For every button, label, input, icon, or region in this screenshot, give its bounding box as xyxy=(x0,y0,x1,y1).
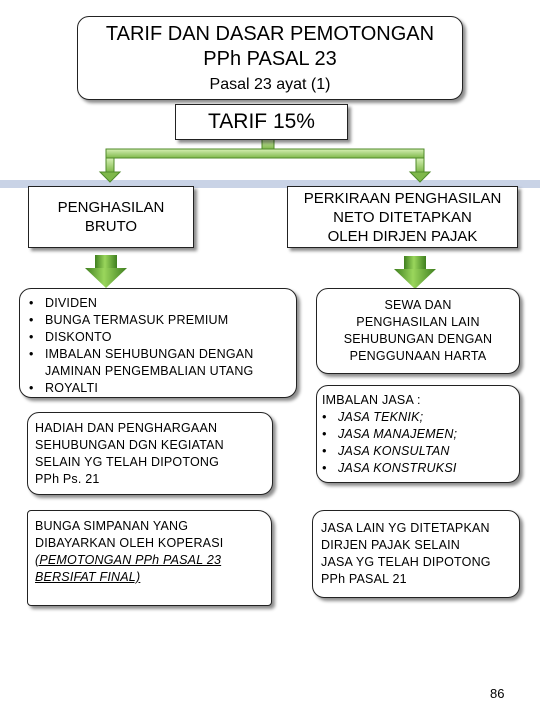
list-item: • ROYALTI xyxy=(29,380,288,397)
prize-line-3: SELAIN YG TELAH DIPOTONG xyxy=(35,455,220,469)
list-item: • JASA MANAJEMEN; xyxy=(322,426,513,443)
final-note-line-2: BERSIFAT FINAL) xyxy=(35,570,141,584)
rent-line-1: SEWA DAN xyxy=(384,298,452,312)
prize-line-1: HADIAH DAN PENGHARGAAN xyxy=(35,421,218,435)
right-header-line-1: PERKIRAAN PENGHASILAN xyxy=(303,189,502,207)
down-arrow-left xyxy=(85,255,127,288)
connector-bar xyxy=(106,149,424,158)
service-fee-list xyxy=(322,409,513,477)
rent-line-4: PENGGUNAAN HARTA xyxy=(349,349,487,363)
final-note-line-1: (PEMOTONGAN PPh PASAL 23 xyxy=(35,553,222,567)
other-services-line-1: JASA LAIN YG DITETAPKAN xyxy=(321,521,490,535)
list-item: • IMBALAN SEHUBUNGAN DENGAN JAMINAN PENGEMBALIAN UTANG xyxy=(29,346,288,380)
other-services-line-3: JASA YG TELAH DIPOTONG xyxy=(321,555,491,569)
list-item: • JASA KONSTRUKSI xyxy=(322,460,513,477)
other-services-line-4: PPh PASAL 21 xyxy=(321,572,407,586)
down-arrow-right xyxy=(394,256,436,289)
cooperative-line-1: BUNGA SIMPANAN YANG xyxy=(35,519,189,533)
title-line-1: TARIF DAN DASAR PEMOTONGAN xyxy=(105,23,435,45)
income-list-box xyxy=(19,288,297,398)
list-item: • JASA KONSULTAN xyxy=(322,443,513,460)
list-item: • JASA TEKNIK; xyxy=(322,409,513,426)
right-header-line-2: NETO DITETAPKAN xyxy=(333,208,472,226)
right-header-box xyxy=(287,186,518,248)
list-item: • DIVIDEN xyxy=(29,295,288,312)
other-services-box xyxy=(312,510,520,598)
connector-right-arrow xyxy=(410,158,430,182)
rate-label: TARIF 15% xyxy=(208,110,315,133)
prize-line-4: PPh Ps. 21 xyxy=(35,472,100,486)
rent-box xyxy=(316,288,520,374)
service-fee-title: IMBALAN JASA : xyxy=(322,393,421,407)
list-item: • DISKONTO xyxy=(29,329,288,346)
connector-left-arrow xyxy=(100,158,120,182)
cooperative-interest-box xyxy=(27,510,272,606)
prize-box xyxy=(27,412,273,495)
other-services-line-2: DIRJEN PAJAK SELAIN xyxy=(321,538,461,552)
title-subtitle: Pasal 23 ayat (1) xyxy=(209,76,331,93)
cooperative-line-2: DIBAYARKAN OLEH KOPERASI xyxy=(35,536,224,550)
rent-line-3: SEHUBUNGAN DENGAN xyxy=(343,332,493,346)
right-header-line-3: OLEH DIRJEN PAJAK xyxy=(327,227,478,245)
title-box xyxy=(77,16,463,100)
left-header-line-1: PENGHASILAN xyxy=(57,199,165,216)
service-fee-box xyxy=(316,385,520,483)
connector-stem xyxy=(262,139,274,149)
left-header-line-2: BRUTO xyxy=(84,218,138,235)
list-item: • BUNGA TERMASUK PREMIUM xyxy=(29,312,288,329)
prize-line-2: SEHUBUNGAN DGN KEGIATAN xyxy=(35,438,224,452)
rent-line-2: PENGHASILAN LAIN xyxy=(356,315,480,329)
rate-box xyxy=(175,104,348,140)
left-header-box xyxy=(28,186,194,248)
page-number: 86 xyxy=(490,686,505,701)
income-list xyxy=(29,295,288,397)
title-line-2: PPh PASAL 23 xyxy=(203,48,337,70)
